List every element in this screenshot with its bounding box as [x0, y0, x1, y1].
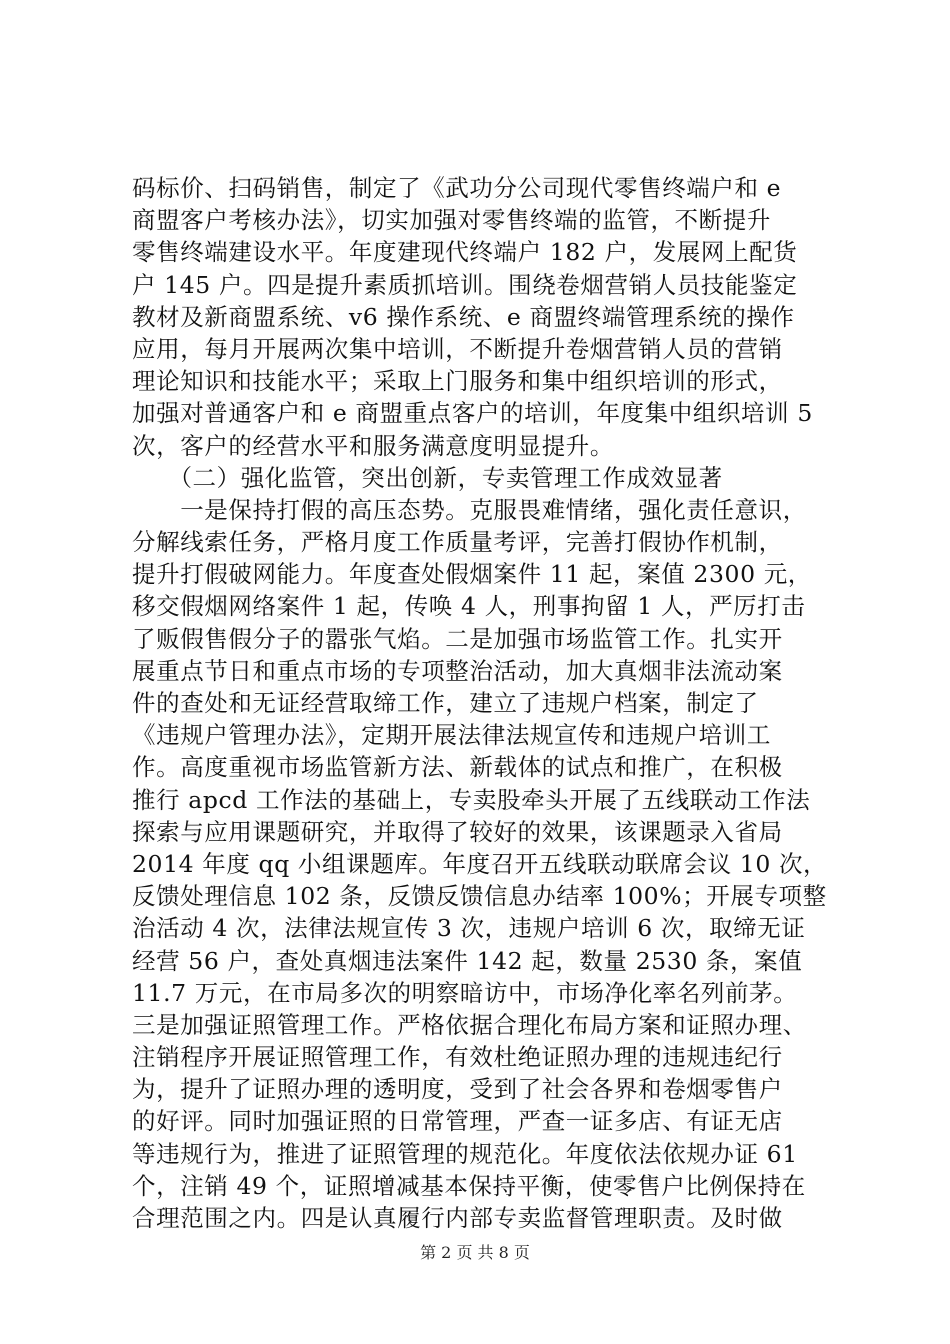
text-line: 理论知识和技能水平；采取上门服务和集中组织培训的形式， — [132, 367, 783, 396]
text-line: 治活动 4 次，法律法规宣传 3 次，违规户培训 6 次，取缔无证 — [132, 914, 806, 943]
text-line: 提升打假破网能力。年度查处假烟案件 11 起，案值 2300 元， — [132, 560, 812, 589]
text-line: 《违规户管理办法》，定期开展法律法规宣传和违规户培训工 — [132, 721, 771, 750]
page-number-footer: 第 2 页 共 8 页 — [420, 1243, 530, 1262]
text-line: 合理范围之内。四是认真履行内部专卖监督管理职责。及时做 — [132, 1204, 783, 1232]
text-line: 作。高度重视市场监管新方法、新载体的试点和推广，在积极 — [132, 753, 783, 782]
text-line: 应用，每月开展两次集中培训，不断提升卷烟营销人员的营销 — [132, 334, 783, 363]
text-line: 个，注销 49 个，证照增减基本保持平衡，使零售户比例保持在 — [132, 1171, 806, 1200]
text-line: 反馈处理信息 102 条，反馈反馈信息办结率 100%；开展专项整 — [132, 882, 827, 911]
text-line: 11.7 万元，在市局多次的明察暗访中，市场净化率名列前茅。 — [132, 978, 798, 1007]
text-line: 教材及新商盟系统、v6 操作系统、e 商盟终端管理系统的操作 — [132, 302, 795, 331]
text-line: 户 145 户。四是提升素质抓培训。围绕卷烟营销人员技能鉴定 — [132, 270, 798, 299]
text-line: 探索与应用课题研究，并取得了较好的效果，该课题录入省局 — [132, 817, 783, 846]
text-line: 推行 apcd 工作法的基础上，专卖股牵头开展了五线联动工作法 — [132, 785, 811, 814]
text-line: 次，客户的经营水平和服务满意度明显提升。 — [132, 431, 614, 460]
text-line: 2014 年度 qq 小组课题库。年度召开五线联动联席会议 10 次， — [132, 849, 828, 878]
text-line: 加强对普通客户和 e 商盟重点客户的培训，年度集中组织培训 5 — [132, 399, 813, 428]
text-line: 为，提升了证照办理的透明度，受到了社会各界和卷烟零售户 — [132, 1075, 783, 1104]
text-line: 三是加强证照管理工作。严格依据合理化布局方案和证照办理、 — [132, 1010, 807, 1039]
text-line: 一是保持打假的高压态势。克服畏难情绪，强化责任意识， — [132, 495, 807, 524]
text-line: 件的查处和无证经营取缔工作，建立了违规户档案，制定了 — [132, 689, 759, 717]
text-line: 码标价、扫码销售，制定了《武功分公司现代零售终端户和 e — [132, 174, 782, 202]
text-line: 商盟客户考核办法》，切实加强对零售终端的监管，不断提升 — [132, 206, 771, 235]
text-line: 分解线索任务，严格月度工作质量考评，完善打假协作机制， — [132, 528, 783, 557]
text-line: 等违规行为，推进了证照管理的规范化。年度依法依规办证 61 — [132, 1139, 798, 1168]
text-line: 展重点节日和重点市场的专项整治活动，加大真烟非法流动案 — [132, 656, 783, 685]
section-heading: （二）强化监管，突出创新，专卖管理工作成效显著 — [132, 463, 723, 492]
text-line: 了贩假售假分子的嚣张气焰。二是加强市场监管工作。扎实开 — [132, 624, 783, 653]
body-text — [132, 172, 832, 1234]
text-line: 经营 56 户，查处真烟违法案件 142 起，数量 2530 条，案值 — [132, 946, 803, 975]
text-line: 注销程序开展证照管理工作，有效杜绝证照办理的违规违纪行 — [132, 1043, 783, 1072]
text-line: 的好评。同时加强证照的日常管理，严查一证多店、有证无店 — [132, 1107, 783, 1136]
text-line: 移交假烟网络案件 1 起，传唤 4 人，刑事拘留 1 人，严厉打击 — [132, 592, 806, 621]
text-line: 零售终端建设水平。年度建现代终端户 182 户，发展网上配货 — [132, 238, 798, 267]
